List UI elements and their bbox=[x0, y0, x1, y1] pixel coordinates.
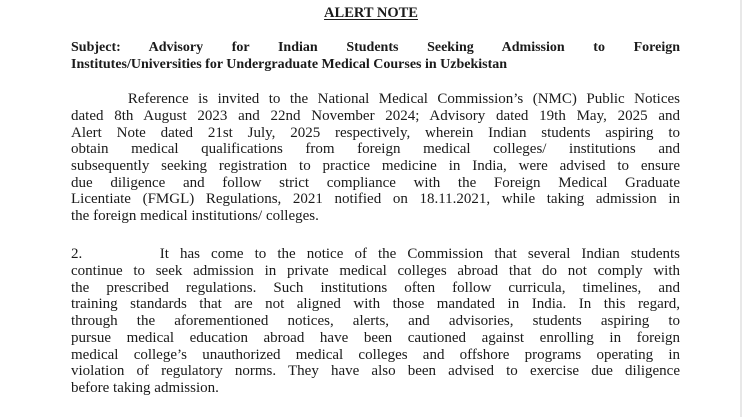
text-line: the foreign medical institutions/ colleges. bbox=[71, 208, 319, 224]
text-line: obtain medical qualifications from foreign medical colleges/ institutions and bbox=[71, 141, 680, 157]
text-line: Reference is invited to the National Medical Commission’s (NMC) Public Notices bbox=[71, 91, 680, 107]
text-line: 2. It has come to the notice of the Commission that several Indian students bbox=[71, 246, 680, 262]
text-line: through the aforementioned notices, alerts, and advisories, students aspiring to bbox=[71, 313, 680, 329]
text-line: Licentiate (FMGL) Regulations, 2021 notified on 18.11.2021, while taking admission in bbox=[71, 191, 680, 207]
text-line: subsequently seeking registration to practice medicine in India, were advised to ensure bbox=[71, 158, 680, 174]
document-title: ALERT NOTE bbox=[324, 5, 418, 21]
text-line: continue to seek admission in private medical colleges abroad that do not comply with bbox=[71, 263, 680, 279]
text-line: violation of regulatory norms. They have also been advised to exercise due diligence bbox=[71, 363, 680, 379]
text-line: dated 8th August 2023 and 22nd November 2024; Advisory dated 19th May, 2025 and bbox=[71, 108, 680, 124]
text-line: due diligence and follow strict compliance with the Foreign Medical Graduate bbox=[71, 175, 680, 191]
text-line: pursue medical education abroad have been cautioned against enrolling in foreign bbox=[71, 330, 680, 346]
text-line: medical college’s unauthorized medical colleges and offshore programs operating in bbox=[71, 347, 680, 363]
subject-line: Institutes/Universities for Undergraduate Medical Courses in Uzbekistan bbox=[71, 57, 508, 72]
text-line: training standards that are not aligned with those mandated in India. In this regard, bbox=[71, 296, 680, 312]
text-line: Alert Note dated 21st July, 2025 respectively, wherein Indian students aspiring to bbox=[71, 125, 680, 141]
text-line: the prescribed regulations. Such institutions often follow curricula, timelines, and bbox=[71, 280, 680, 296]
subject-line: Subject: Advisory for Indian Students Seeking Admission to Foreign bbox=[71, 40, 680, 55]
text-line: before taking admission. bbox=[71, 380, 219, 396]
